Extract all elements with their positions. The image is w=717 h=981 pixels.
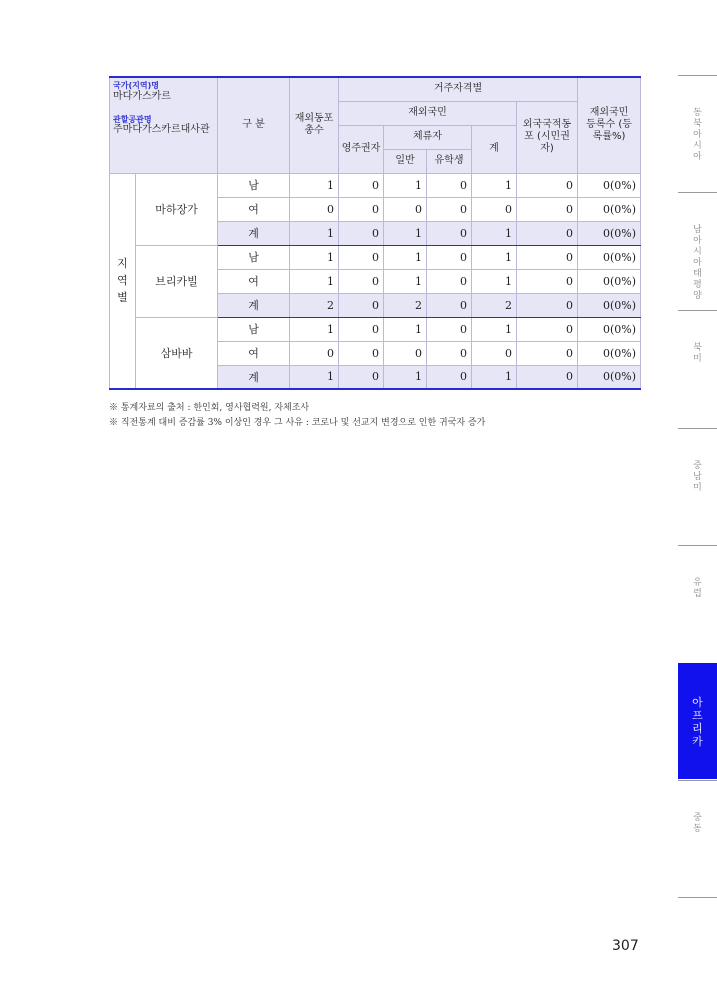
region-header-char: 별 (117, 291, 128, 305)
header-residence-status: 거주자격별 (339, 77, 578, 101)
office-label: 관할공관명 (113, 114, 152, 124)
table-cell: 0 (384, 341, 427, 365)
side-nav (678, 75, 717, 900)
table-cell: 0(0%) (578, 173, 641, 197)
row-label: 여 (218, 269, 290, 293)
table-cell: 1 (472, 269, 517, 293)
table-cell: 0(0%) (578, 293, 641, 317)
table-row (110, 173, 641, 197)
table-cell: 0(0%) (578, 269, 641, 293)
country-value: 마다가스카르 (113, 90, 171, 102)
table-cell: 1 (472, 365, 517, 389)
table-cell: 0 (384, 197, 427, 221)
table-cell: 1 (290, 173, 339, 197)
side-tab-label: 유럽 (693, 578, 702, 599)
table-cell: 0 (517, 245, 578, 269)
row-label: 남 (218, 245, 290, 269)
table-cell: 1 (384, 245, 427, 269)
table-cell: 0(0%) (578, 317, 641, 341)
region-header-char: 역 (117, 274, 128, 288)
header-registered: 재외국민 등록수 (등록률%) (578, 77, 641, 173)
row-label: 남 (218, 173, 290, 197)
table-corner (110, 77, 218, 173)
side-tab-label: 북미 (693, 343, 702, 364)
table-cell: 0(0%) (578, 245, 641, 269)
header-sojourner: 체류자 (384, 125, 472, 149)
table-cell: 1 (290, 245, 339, 269)
header-permanent: 영주권자 (339, 125, 384, 173)
header-general: 일반 (384, 149, 427, 173)
country-label: 국가(지역)명 (113, 81, 159, 90)
table-cell: 0 (517, 317, 578, 341)
table-cell: 0 (339, 269, 384, 293)
header-subtotal: 계 (472, 125, 517, 173)
table-cell: 0 (339, 317, 384, 341)
office-value: 주마다가스카르대사관 (113, 124, 210, 136)
table-cell: 1 (472, 173, 517, 197)
table-cell: 2 (472, 293, 517, 317)
table-row (110, 317, 641, 341)
region-name: 마하장가 (136, 173, 218, 245)
table-cell: 0 (427, 197, 472, 221)
side-tab-south-asia-pacific[interactable] (678, 192, 717, 309)
note-source: ※ 통계자료의 출처 : 한인회, 영사협력원, 자체조사 (109, 403, 310, 413)
table-cell: 0 (427, 317, 472, 341)
table-cell: 0 (339, 173, 384, 197)
row-label: 남 (218, 317, 290, 341)
table-cell: 1 (472, 317, 517, 341)
header-total-overseas: 재외동포 총수 (290, 77, 339, 173)
table-body (110, 173, 641, 389)
side-tab-northeast-asia[interactable] (678, 75, 717, 192)
table-cell: 0 (339, 221, 384, 245)
side-tab-north-america[interactable] (678, 310, 717, 427)
table-cell: 0 (517, 269, 578, 293)
header-foreign-citizens: 외국국적동포 (시민권자) (517, 101, 578, 173)
table-cell: 0 (472, 341, 517, 365)
side-tab-latin-america[interactable] (678, 428, 717, 545)
table-cell: 1 (472, 245, 517, 269)
table-cell: 0 (427, 293, 472, 317)
table-cell: 0 (517, 341, 578, 365)
row-label: 계 (218, 293, 290, 317)
table-cell: 0 (427, 341, 472, 365)
header-student: 유학생 (427, 149, 472, 173)
header-division: 구 분 (218, 77, 290, 173)
region-name: 삼바바 (136, 317, 218, 389)
table-cell: 0 (427, 173, 472, 197)
row-label: 계 (218, 221, 290, 245)
table-cell: 0 (517, 365, 578, 389)
table-cell: 1 (290, 365, 339, 389)
table-cell: 0 (517, 197, 578, 221)
row-label: 여 (218, 197, 290, 221)
table-cell: 1 (290, 317, 339, 341)
table-cell: 0 (427, 269, 472, 293)
side-tab-label: 중남미 (693, 461, 702, 493)
table-cell: 0(0%) (578, 221, 641, 245)
table-cell: 1 (384, 317, 427, 341)
table-cell: 0 (517, 293, 578, 317)
side-tab-label: 동북아시아 (693, 108, 702, 162)
table-cell: 0 (472, 197, 517, 221)
page-number: 307 (612, 938, 639, 954)
table-row (110, 245, 641, 269)
table-cell: 0 (517, 221, 578, 245)
header-korean-nationals: 재외국민 (339, 101, 517, 125)
table-cell: 0 (339, 197, 384, 221)
region-name: 브리카빌 (136, 245, 218, 317)
table-cell: 0 (339, 365, 384, 389)
table-cell: 1 (472, 221, 517, 245)
row-label: 여 (218, 341, 290, 365)
table-cell: 0 (290, 197, 339, 221)
table-cell: 1 (384, 221, 427, 245)
note-reason: ※ 직전통계 대비 증감률 3% 이상인 경우 그 사유 : 코로나 및 선교지 변경으로 인한 귀국자 증가 (109, 418, 486, 428)
side-tab-africa[interactable] (678, 663, 717, 779)
side-tab-middle-east[interactable] (678, 780, 717, 897)
table-cell: 0(0%) (578, 341, 641, 365)
side-tab-label: 아프리카 (692, 696, 703, 748)
region-header (110, 173, 136, 389)
table-cell: 0(0%) (578, 365, 641, 389)
table-cell: 0 (339, 293, 384, 317)
table-cell: 2 (384, 293, 427, 317)
table-cell: 2 (290, 293, 339, 317)
table-cell: 0(0%) (578, 197, 641, 221)
side-nav-bottom-rule (678, 897, 717, 898)
row-label: 계 (218, 365, 290, 389)
notes (109, 401, 485, 431)
side-tab-europe[interactable] (678, 545, 717, 662)
table-cell: 1 (384, 365, 427, 389)
statistics-table (109, 76, 641, 390)
side-tab-label: 남아시아태평양 (693, 225, 702, 301)
table-cell: 1 (384, 269, 427, 293)
table-cell: 0 (427, 221, 472, 245)
table-cell: 0 (427, 245, 472, 269)
table-cell: 1 (384, 173, 427, 197)
table-cell: 0 (339, 341, 384, 365)
table-cell: 1 (290, 269, 339, 293)
table-cell: 0 (290, 341, 339, 365)
table-cell: 0 (339, 245, 384, 269)
side-tab-label: 중동 (693, 813, 702, 834)
table-cell: 0 (427, 365, 472, 389)
region-header-char: 지 (117, 257, 128, 271)
table-cell: 0 (517, 173, 578, 197)
table-cell: 1 (290, 221, 339, 245)
